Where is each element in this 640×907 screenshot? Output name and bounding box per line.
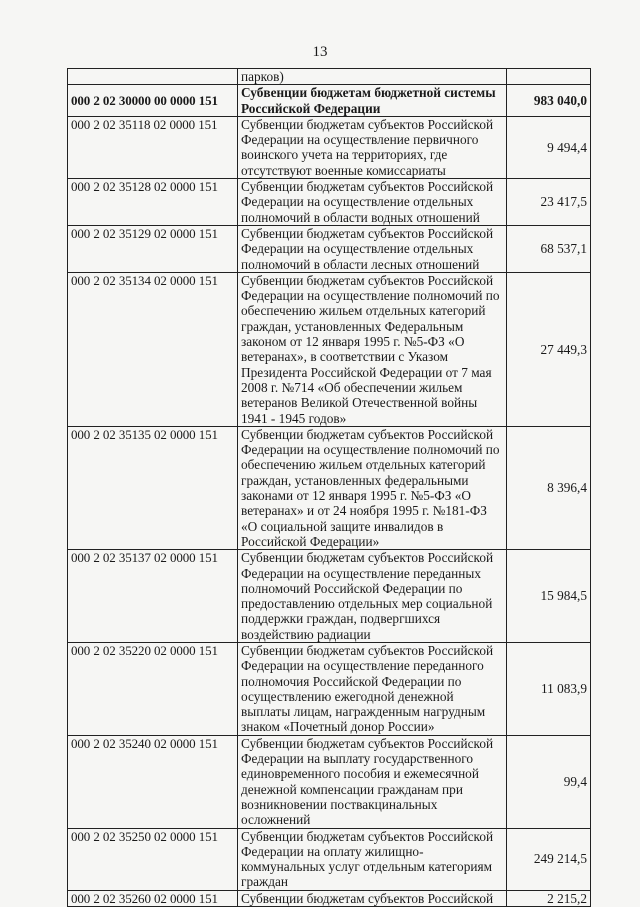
code-cell [68,69,238,85]
amount-cell: 2 215,2 [507,890,591,906]
amount-cell: 9 494,4 [507,116,591,178]
name-cell: Субвенции бюджетам субъектов Российской Федерации на осуществление отдельных полномочий в области лесных отношений [238,225,507,272]
amount-cell: 11 083,9 [507,642,591,735]
code-cell: 000 2 02 35135 02 0000 151 [68,426,238,549]
table-row [68,735,591,828]
amount-cell: 99,4 [507,735,591,828]
table-row [68,225,591,272]
amount-cell: 249 214,5 [507,828,591,890]
code-cell: 000 2 02 35220 02 0000 151 [68,642,238,735]
code-cell: 000 2 02 35134 02 0000 151 [68,272,238,426]
amount-cell: 15 984,5 [507,550,591,643]
code-cell: 000 2 02 35250 02 0000 151 [68,828,238,890]
amount-cell: 8 396,4 [507,426,591,549]
amount-cell: 23 417,5 [507,179,591,226]
budget-table-body [68,69,591,907]
name-cell: Субвенции бюджетам субъектов Российской Федерации на осуществление отдельных полномочий в области водных отношений [238,179,507,226]
table-row [68,642,591,735]
amount-cell [507,69,591,85]
code-cell: 000 2 02 30000 00 0000 151 [68,85,238,117]
name-cell: Субвенции бюджетам субъектов Российской Федерации на осуществление переданного полномочия Российской Федерации по осуществлению ежегодной денежной выплаты лицам, награжденным нагрудным знаком «Почетный донор России» [238,642,507,735]
table-row [68,828,591,890]
code-cell: 000 2 02 35118 02 0000 151 [68,116,238,178]
name-cell: Субвенции бюджетам субъектов Российской Федерации на осуществление полномочий по обеспечению жильем отдельных категорий граждан, установленных федеральными законами от 12 января 1995 г. №5-ФЗ «О ветеранах» и от 24 ноября 1995 г. №181-ФЗ «О социальной защите инвалидов в Российской Федерации» [238,426,507,549]
amount-cell: 68 537,1 [507,225,591,272]
name-cell: Субвенции бюджетам субъектов Российской Федерации на осуществление полномочий по обеспечению жильем отдельных категорий граждан, установленных Федеральным законом от 12 января 1995 г. №5-ФЗ «О ветеранах», в соответствии с Указом Президента Российской Федерации от 7 мая 2008 г. №714 «Об обеспечении жильем ветеранов Великой Отечественной войны 1941 - 1945 годов» [238,272,507,426]
name-cell: Субвенции бюджетам субъектов Российской Федерации на выплату государственного единовременного пособия и ежемесячной денежной компенсации гражданам при возникновении поствакцинальных осложнений [238,735,507,828]
table-row [68,426,591,549]
table-row [68,69,591,85]
name-cell: парков) [238,69,507,85]
page-number: 13 [312,44,328,60]
code-cell: 000 2 02 35128 02 0000 151 [68,179,238,226]
name-cell: Субвенции бюджетам субъектов Российской Федерации на осуществление первичного воинского учета на территориях, где отсутствуют военные комиссариаты [238,116,507,178]
table-row [68,85,591,117]
table-row [68,550,591,643]
table-row [68,272,591,426]
name-cell: Субвенции бюджетам субъектов Российской Федерации на осуществление переданных полномочий Российской Федерации по предоставлению отдельных мер социальной поддержки граждан, подвергшихся воздействию радиации [238,550,507,643]
table-row [68,890,591,906]
table-row [68,116,591,178]
code-cell: 000 2 02 35129 02 0000 151 [68,225,238,272]
code-cell: 000 2 02 35137 02 0000 151 [68,550,238,643]
amount-cell: 983 040,0 [507,85,591,117]
name-cell: Субвенции бюджетам субъектов Российской Федерации на оплату жилищно-коммунальных услуг отдельным категориям граждан [238,828,507,890]
table-row [68,179,591,226]
name-cell: Субвенции бюджетам субъектов Российской [238,890,507,906]
name-cell: Субвенции бюджетам бюджетной системы Российской Федерации [238,85,507,117]
amount-cell: 27 449,3 [507,272,591,426]
budget-table [67,68,591,907]
code-cell: 000 2 02 35260 02 0000 151 [68,890,238,906]
code-cell: 000 2 02 35240 02 0000 151 [68,735,238,828]
